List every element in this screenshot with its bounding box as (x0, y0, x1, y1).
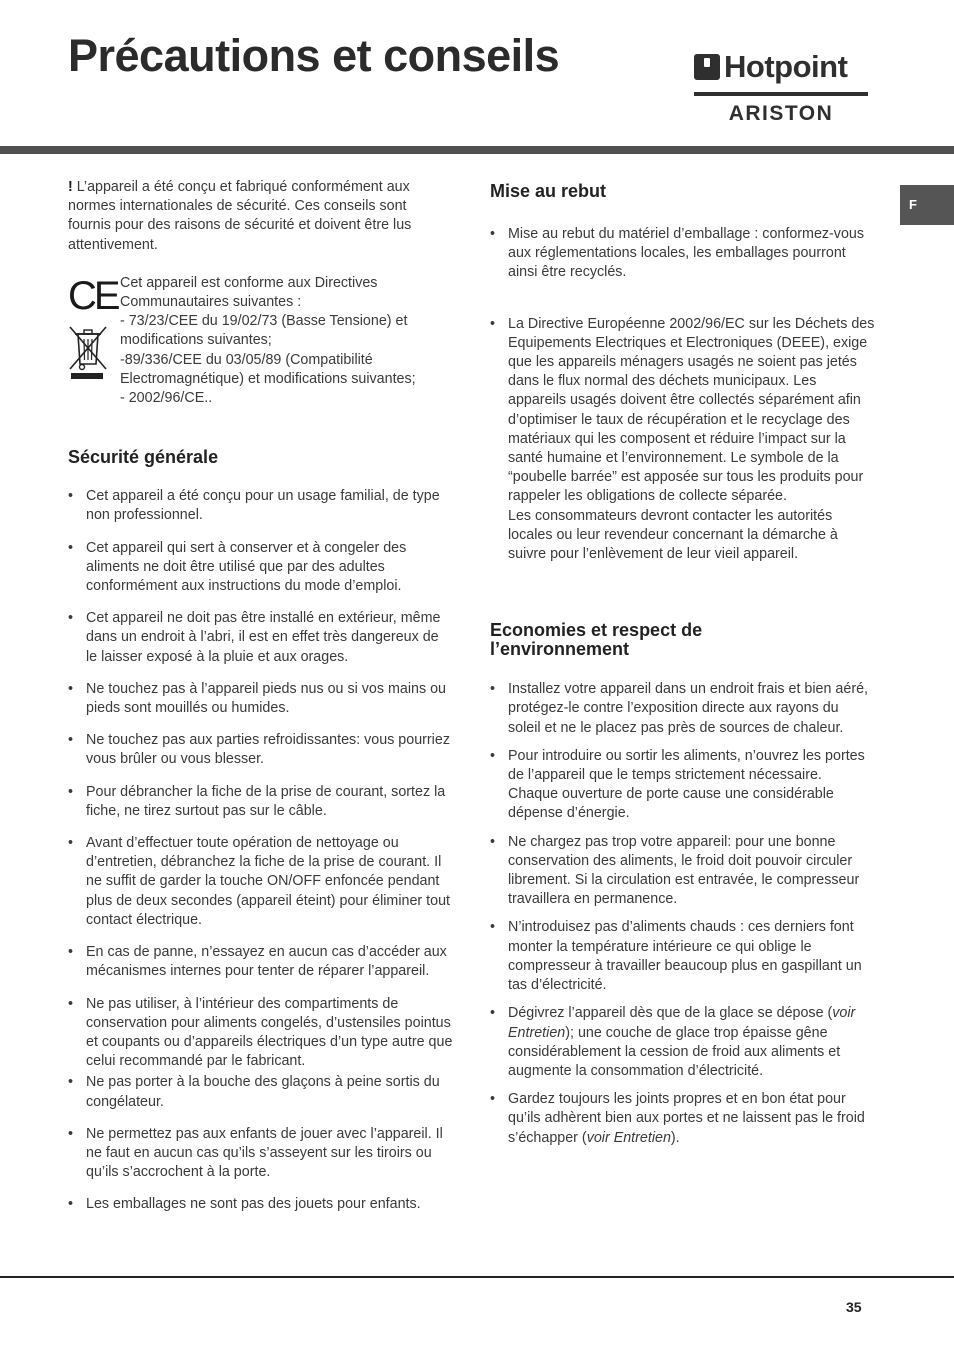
brand-logo (694, 50, 868, 126)
compliance-line: - 2002/96/CE.. (120, 390, 213, 407)
list-item: • Ne pas porter à la bouche des glaçons à peine sortis du congélateur. (68, 1073, 453, 1111)
compliance-text (120, 274, 453, 408)
compliance-line: - 73/23/CEE du 19/02/73 (Basse Tensione) et modifications suivantes; (120, 313, 408, 349)
list-item: • Cet appareil ne doit pas être installé en extérieur, même dans un endroit à l’abri, il est en effet très dangereux de le laisser exposé à la pluie et aux orages. (68, 609, 453, 667)
list-item: • Pour introduire ou sortir les aliments, n’ouvrez les portes de l’appareil que le temps strictement nécessaire. Chaque ouverture de porte cause une considérable dépense d’énergie. (490, 747, 875, 824)
warning-mark: ! (68, 179, 73, 195)
list-item: • Ne touchez pas à l’appareil pieds nus ou si vos mains ou pieds sont mouillés ou humides. (68, 680, 453, 718)
heading-line: l’environnement (490, 639, 630, 660)
heading-securite: Sécurité générale (68, 447, 219, 468)
logo-sub-text: ARISTON (728, 102, 834, 125)
logo-brand-text: Hotpoint (724, 49, 848, 84)
language-tab: F (900, 185, 954, 225)
item-text: ); une couche de glace trop épaisse gêne considérablement la cession de froid aux aliments et augmente la consommation d’électricité. (508, 1024, 841, 1079)
compliance-line: Cet appareil est conforme aux Directives Communautaires suivantes : (120, 274, 378, 311)
list-item: • Ne pas utiliser, à l’intérieur des compartiments de conservation pour aliments congelés, d’ustensiles pointus et coupants ou d’appareils électriques d’un type autre que celui recommandé par le fabricant. (68, 995, 453, 1072)
footer-divider (0, 1276, 954, 1278)
cross-reference: voir Entretien (508, 1005, 856, 1041)
page-title: Précautions et conseils (68, 30, 560, 81)
heading-line: Economies et respect de (490, 620, 703, 641)
item-text: Dégivrez l’appareil dès que de la glace se dépose ( (508, 1005, 833, 1022)
list-item: • Ne touchez pas aux parties refroidissantes: vous pourriez vous brûler ou vous blesser. (68, 731, 453, 769)
list-item: • Ne chargez pas trop votre appareil: pour une bonne conservation des aliments, le froid doit pouvoir circuler librement. Si la circulation est entravée, le compresseur travaillera en permanence. (490, 833, 875, 910)
logo-divider (694, 92, 868, 96)
securite-list (68, 487, 453, 1214)
list-item: • Ne permettez pas aux enfants de jouer avec l’appareil. Il ne faut en aucun cas qu’ils s’asseyent sur les tiroirs ou qu’ils s’accrochent à la porte. (68, 1125, 453, 1183)
item-text: Gardez toujours les joints propres et en bon état pour qu’ils adhèrent bien aux portes et ne laissent pas le froid s’échapper ( (508, 1091, 865, 1146)
left-column (68, 178, 453, 1215)
intro-paragraph (68, 178, 453, 255)
list-item: • Cet appareil qui sert à conserver et à congeler des aliments ne doit être utilisé que par des adultes conformément aux instructions du mode d’emploi. (68, 539, 453, 597)
list-item: • Mise au rebut du matériel d’emballage : conformez-vous aux réglementations locales, les emballages pourront ainsi être recyclés. (490, 225, 875, 283)
directive-paragraph: • La Directive Européenne 2002/96/EC sur les Déchets des Equipements Electriques et Electroniques (DEEE), exige que les appareils ménagers usagés ne soient pas jetés dans le flux normal des déchets municipaux. Les appareils usagés doivent être collectés séparément afin d’optimiser le taux de récupération et le recyclage des matériaux qui les composent et réduire l’impact sur la santé humaine et l’environnement. Le symbole de la “poubelle barrée” est apposée sur tous les produits pour rappeler les obligations de collecte séparée. (508, 315, 875, 505)
economies-list (490, 680, 875, 1147)
right-column (490, 178, 875, 1148)
list-item (490, 1004, 875, 1081)
compliance-icons (68, 274, 120, 408)
header-divider (0, 146, 954, 154)
list-item: • N’introduisez pas d’aliments chauds : ces derniers font monter la température intérieure ce qui oblige le compresseur à travailler beaucoup plus en gaspillant un tas d’électricité. (490, 918, 875, 995)
list-item: • Avant d’effectuer toute opération de nettoyage ou d’entretien, débranchez la fiche de la prise de courant. Il ne suffit de garder la touche ON/OFF enfoncée pendant plus de deux secondes (appareil éteint) pour éliminer tout contact électrique. (68, 834, 453, 930)
compliance-line: -89/336/CEE du 03/05/89 (Compatibilité Electromagnétique) et modifications suivantes; (120, 351, 416, 387)
heading-economies (490, 621, 875, 659)
list-item: • En cas de panne, n’essayez en aucun cas d’accéder aux mécanismes internes pour tenter de réparer l’appareil. (68, 943, 453, 981)
list-item (490, 315, 875, 565)
list-item: • Les emballages ne sont pas des jouets pour enfants. (68, 1195, 453, 1214)
page-number: 35 (846, 1299, 862, 1315)
list-item: • Installez votre appareil dans un endroit frais et bien aéré, protégez-le contre l’exposition directe aux rayons du soleil et ne le placez pas près de sources de chaleur. (490, 680, 875, 738)
consumer-paragraph: Les consommateurs devront contacter les autorités locales ou leur revendeur concernant la démarche à suivre pour l’enlèvement de leur vieil appareil. (508, 507, 838, 563)
list-item: • Cet appareil a été conçu pour un usage familial, de type non professionnel. (68, 487, 453, 525)
intro-text: L’appareil a été conçu et fabriqué conformément aux normes internationales de sécurité. Ces conseils sont fournis pour des raisons de sécurité et doivent être lus attentivement. (68, 179, 412, 253)
cross-reference: voir Entretien (586, 1129, 671, 1146)
item-text: ). (670, 1129, 680, 1146)
list-item (490, 1090, 875, 1148)
crossed-bin-icon (68, 324, 108, 380)
rebut-list (490, 225, 875, 564)
compliance-block (68, 274, 453, 408)
list-item: • Pour débrancher la fiche de la prise de courant, sortez la fiche, ne tirez surtout pas sur le câble. (68, 783, 453, 821)
hotpoint-logo-icon (694, 54, 720, 80)
ce-mark-icon: CE (68, 273, 118, 318)
heading-rebut: Mise au rebut (490, 181, 607, 201)
